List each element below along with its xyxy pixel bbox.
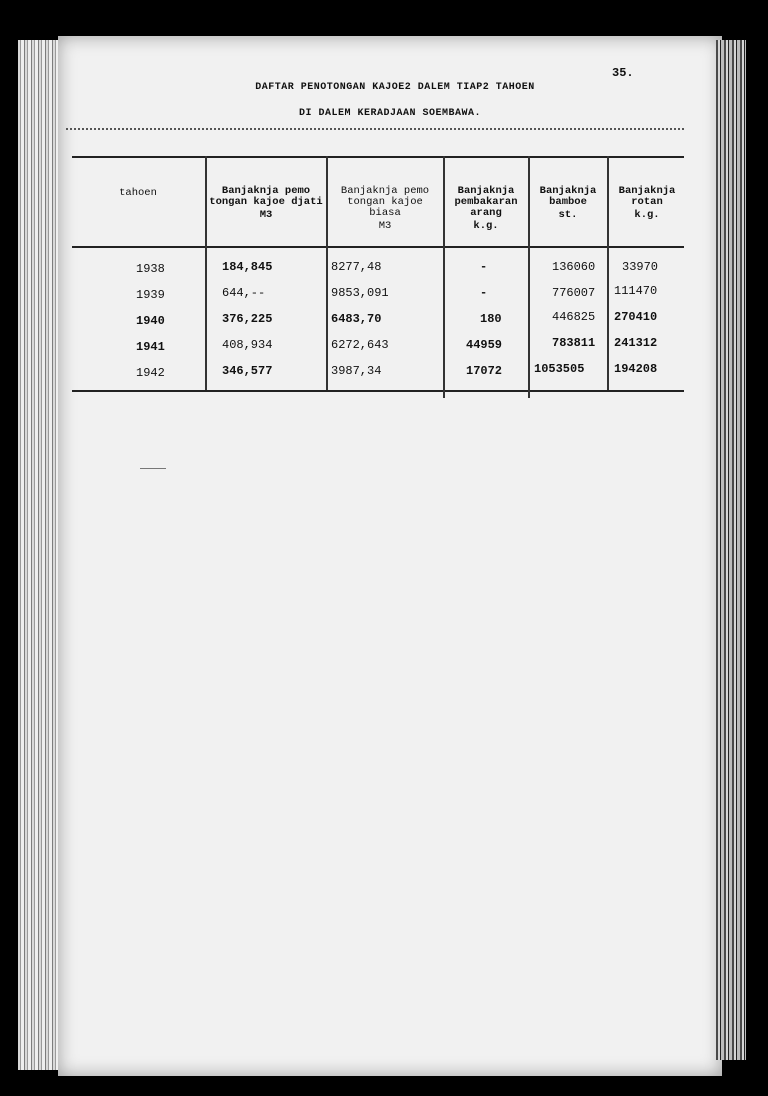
table-cell: 3987,34 bbox=[331, 364, 382, 378]
column-header bbox=[531, 186, 605, 221]
column-header bbox=[208, 186, 324, 221]
document-title: DAFTAR PENOTONGAN KAJOE2 DALEM TIAP2 TAHOEN bbox=[255, 82, 535, 93]
table-cell: 1053505 bbox=[534, 362, 585, 376]
table-cell: 408,934 bbox=[222, 338, 273, 352]
column-divider bbox=[205, 156, 207, 390]
table-cell: 346,577 bbox=[222, 364, 273, 378]
column-header-unit: k.g. bbox=[634, 209, 660, 221]
column-header-unit: k.g. bbox=[473, 220, 499, 232]
table-cell: 376,225 bbox=[222, 312, 273, 326]
column-header bbox=[446, 186, 526, 232]
column-header-label: Banjaknja bamboe bbox=[539, 185, 597, 208]
table-cell: 6483,70 bbox=[331, 312, 382, 326]
table-cell: - bbox=[480, 260, 488, 274]
table-cell: 241312 bbox=[614, 336, 658, 350]
column-header bbox=[609, 186, 685, 221]
column-header-unit: M3 bbox=[378, 220, 392, 232]
table-cell: 17072 bbox=[466, 364, 503, 378]
column-header-label: Banjaknja pembakaran arang bbox=[454, 185, 518, 219]
column-header bbox=[74, 188, 202, 199]
column-header-label: tahoen bbox=[119, 187, 157, 199]
table-cell: 1940 bbox=[136, 314, 165, 328]
column-header-label: Banjaknja rotan bbox=[618, 185, 676, 208]
table-cell: 180 bbox=[480, 312, 502, 326]
table-top-rule bbox=[72, 156, 684, 158]
document-subtitle: DI DALEM KERADJAAN SOEMBAWA. bbox=[298, 108, 482, 119]
pencil-mark bbox=[140, 468, 166, 469]
column-divider bbox=[528, 156, 530, 398]
page-number: 35. bbox=[612, 66, 634, 80]
table-cell: 111470 bbox=[614, 284, 658, 298]
table-cell: - bbox=[480, 286, 488, 300]
table-cell: 776007 bbox=[552, 286, 596, 300]
column-divider bbox=[326, 156, 328, 390]
table-cell: 644,-- bbox=[222, 286, 266, 300]
table-bottom-rule bbox=[72, 390, 684, 392]
table-cell: 783811 bbox=[552, 336, 596, 350]
table-cell: 1939 bbox=[136, 288, 165, 302]
table-cell: 184,845 bbox=[222, 260, 273, 274]
dotted-separator bbox=[66, 128, 684, 130]
table-cell: 194208 bbox=[614, 362, 658, 376]
table-cell: 136060 bbox=[552, 260, 596, 274]
column-header-unit: st. bbox=[558, 209, 578, 221]
column-header bbox=[329, 186, 441, 232]
table-cell: 8277,48 bbox=[331, 260, 382, 274]
book-binding bbox=[18, 40, 62, 1070]
page-edges bbox=[716, 40, 746, 1060]
table-cell: 1938 bbox=[136, 262, 165, 276]
column-header-unit: M3 bbox=[259, 209, 273, 221]
column-divider bbox=[443, 156, 445, 398]
table-cell: 9853,091 bbox=[331, 286, 389, 300]
table-cell: 446825 bbox=[552, 310, 596, 324]
column-header-label: Banjaknja pemo tongan kajoe djati bbox=[209, 185, 323, 208]
table-cell: 1942 bbox=[136, 366, 165, 380]
column-header-label: Banjaknja pemo tongan kajoe biasa bbox=[340, 185, 430, 219]
table-header-rule bbox=[72, 246, 684, 248]
table-cell: 6272,643 bbox=[331, 338, 389, 352]
table-cell: 44959 bbox=[466, 338, 503, 352]
table-cell: 270410 bbox=[614, 310, 658, 324]
table-cell: 1941 bbox=[136, 340, 165, 354]
table-cell: 33970 bbox=[622, 260, 659, 274]
